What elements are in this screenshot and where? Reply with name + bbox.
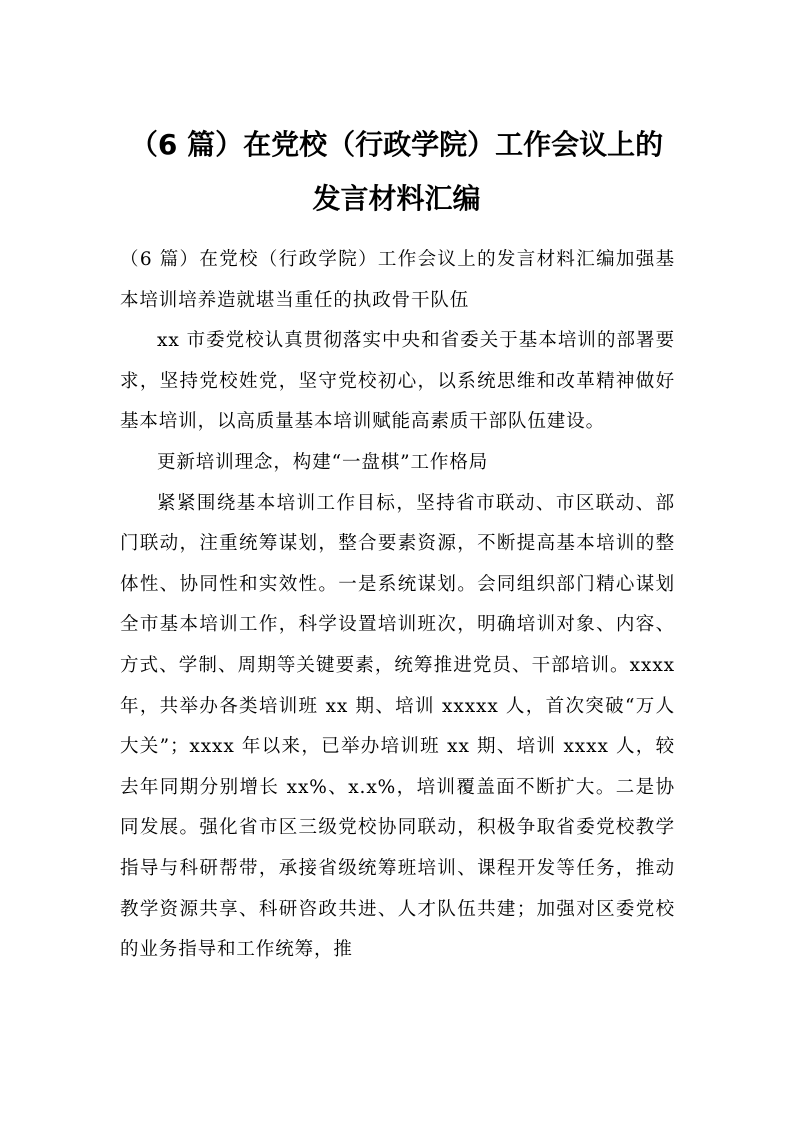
title-line-2: 发言材料汇编 (312, 182, 481, 215)
body-paragraph: xx 市委党校认真贯彻落实中央和省委关于基本培训的部署要求，坚持党校姓党，坚守党校初心，以系统思维和改革精神做好基本培训，以高质量基本培训赋能高素质干部队伍建设。 (120, 330, 675, 433)
title-line-1: （6 篇）在党校（行政学院）工作会议上的 (129, 128, 664, 161)
body-paragraph: 紧紧围绕基本培训工作目标，坚持省市联动、市区联动、部门联动，注重统筹谋划，整合要素资源，不断提高基本培训的整体性、协同性和实效性。一是系统谋划。会同组织部门精心谋划全市基本培训工作，科学设置培训班次，明确培训对象、内容、方式、学制、周期等关键要素，统筹推进党员、干部培训。xxxx 年，共举办各类培训班 xx 期、培训 xxxxx 人，首次突破“万人大关”；xxxx 年以来，已举办培训班 xx 期、培训 xxxx 人，较去年同期分别增长 xx%、x.x%，培训覆盖面不断扩大。二是协同发展。强化省市区三级党校协同联动，积极争取省委党校教学指导与科研帮带，承接省级统筹班培训、课程开发等任务，推动教学资源共享、科研咨政共进、人才队伍共建；加强对区委党校的业务指导和工作统筹，推 (120, 492, 675, 961)
document-title (90, 118, 703, 226)
section-heading: 更新培训理念，构建“一盘棋”工作格局 (157, 451, 489, 473)
intro-paragraph: （6 篇）在党校（行政学院）工作会议上的发言材料汇编加强基本培训培养造就堪当重任的执政骨干队伍 (120, 249, 675, 311)
document-body (120, 240, 675, 971)
